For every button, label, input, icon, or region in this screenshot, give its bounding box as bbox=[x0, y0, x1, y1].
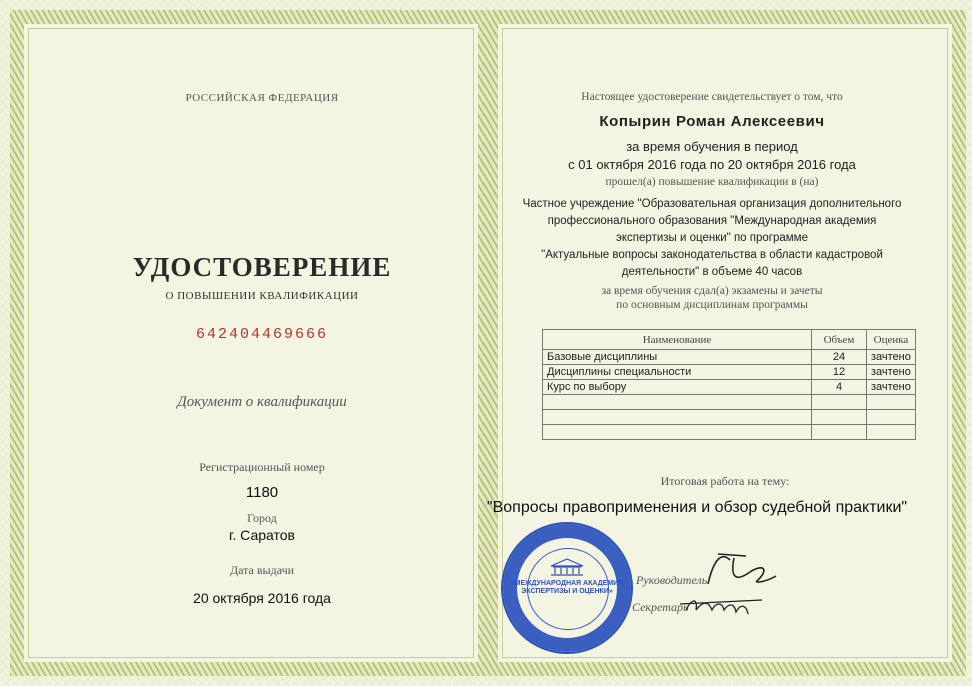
intro-text: Настоящее удостоверение свидетельствует о том, что bbox=[581, 91, 843, 103]
head-signature bbox=[700, 548, 780, 592]
period-value: с 01 октября 2016 года по 20 октября 2016 года bbox=[568, 157, 856, 172]
header-volume: Объем bbox=[812, 330, 867, 350]
table-row-empty bbox=[543, 395, 916, 410]
discipline-grade: зачтено bbox=[867, 365, 916, 380]
table-row bbox=[543, 380, 916, 395]
stamp-center-text: «МЕЖДУНАРОДНАЯ АКАДЕМИЯ ЭКСПЕРТИЗЫ И ОЦЕНКИ» bbox=[510, 580, 624, 595]
reg-number-label: Регистрационный номер bbox=[199, 460, 325, 474]
discipline-grade: зачтено bbox=[867, 350, 916, 365]
serial-number: 642404469666 bbox=[195, 326, 329, 343]
document-subtitle: О ПОВЫШЕНИИ КВАЛИФИКАЦИИ bbox=[165, 290, 359, 302]
discipline-volume: 4 bbox=[812, 380, 867, 395]
issue-date-label: Дата выдачи bbox=[229, 563, 295, 577]
exams-line-1: за время обучения сдал(а) экзамены и зачеты bbox=[601, 285, 823, 297]
reg-number-value: 1180 bbox=[245, 484, 279, 501]
country-label: РОССИЙСКАЯ ФЕДЕРАЦИЯ bbox=[185, 92, 339, 104]
academy-building-icon bbox=[549, 558, 585, 576]
organization-block bbox=[523, 196, 902, 281]
table-header-row bbox=[543, 330, 916, 350]
issue-date-value: 20 октября 2016 года bbox=[193, 590, 331, 606]
discipline-volume: 12 bbox=[812, 365, 867, 380]
program-line-2: деятельности" в объеме 40 часов bbox=[621, 266, 803, 278]
discipline-name: Базовые дисциплины bbox=[543, 350, 812, 365]
secretary-signature bbox=[676, 590, 766, 620]
holder-name: Копырин Роман Алексеевич bbox=[599, 113, 825, 130]
org-line-1: Частное учреждение "Образовательная организация дополнительного bbox=[522, 198, 902, 210]
exams-line-2: по основным дисциплинам программы bbox=[616, 299, 808, 311]
table-row bbox=[543, 365, 916, 380]
exams-text bbox=[601, 284, 822, 312]
passed-text: прошел(а) повышение квалификации в (на) bbox=[605, 176, 819, 188]
table-row bbox=[543, 350, 916, 365]
org-line-3: экспертизы и оценки" по программе bbox=[616, 232, 808, 244]
final-work-topic: "Вопросы правоприменения и обзор судебной практики" bbox=[486, 499, 908, 516]
grades-table bbox=[542, 329, 916, 440]
org-line-2: профессионального образования "Международная академия bbox=[547, 215, 877, 227]
secretary-label: Секретарь bbox=[632, 600, 689, 614]
discipline-grade: зачтено bbox=[867, 380, 916, 395]
final-work-label: Итоговая работа на тему: bbox=[660, 474, 790, 488]
discipline-volume: 24 bbox=[812, 350, 867, 365]
header-grade: Оценка bbox=[867, 330, 916, 350]
organization-stamp bbox=[501, 522, 633, 654]
table-row-empty bbox=[543, 410, 916, 425]
program-line-1: "Актуальные вопросы законодательства в области кадастровой bbox=[541, 249, 883, 261]
header-name: Наименование bbox=[543, 330, 812, 350]
period-label: за время обучения в период bbox=[626, 139, 798, 154]
discipline-name: Курс по выбору bbox=[543, 380, 812, 395]
city-label: Город bbox=[247, 511, 277, 525]
head-label: Руководитель bbox=[636, 573, 708, 587]
document-type: Документ о квалификации bbox=[177, 394, 347, 410]
document-title: УДОСТОВЕРЕНИЕ bbox=[132, 252, 392, 282]
discipline-name: Дисциплины специальности bbox=[543, 365, 812, 380]
city-value: г. Саратов bbox=[229, 527, 295, 543]
table-row-empty bbox=[543, 425, 916, 440]
